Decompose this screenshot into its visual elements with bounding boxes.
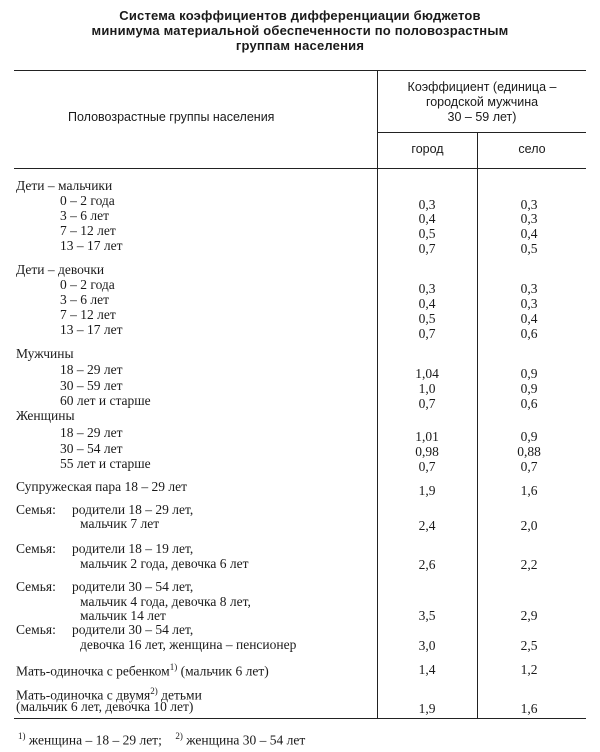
cell-city: 0,5 — [418, 311, 436, 326]
cell-village: 0,88 — [517, 444, 541, 459]
cell-village: 0,4 — [520, 226, 538, 241]
row-label: 30 – 54 лет — [60, 441, 123, 456]
cell-village: 0,6 — [520, 396, 538, 411]
footnote-mark-1: 1) — [18, 731, 26, 741]
row-label: Мать-одиночка с ребенком — [16, 663, 170, 679]
row-family-label: Семья: — [16, 541, 56, 556]
cell-village: 1,6 — [520, 483, 538, 498]
header-village: село — [518, 142, 546, 156]
cell-village: 2,0 — [520, 518, 538, 533]
row-family-line: мальчик 4 года, девочка 8 лет, — [80, 594, 251, 609]
cell-village: 2,2 — [520, 557, 538, 572]
cell-city: 0,3 — [418, 197, 436, 212]
cell-city: 2,4 — [418, 518, 436, 533]
row-label: 7 – 12 лет — [60, 223, 116, 238]
cell-village: 0,3 — [520, 281, 538, 296]
cell-city: 0,4 — [418, 211, 436, 226]
cell-village: 1,6 — [520, 701, 538, 716]
row-family-line: родители 18 – 19 лет, — [72, 541, 194, 556]
cell-city: 2,6 — [418, 557, 436, 572]
row-label: 18 – 29 лет — [60, 362, 123, 377]
row-label: 0 – 2 года — [60, 277, 115, 292]
row-family-label: Семья: — [16, 622, 56, 637]
row-couple: Супружеская пара 18 – 29 лет — [16, 479, 188, 494]
cell-city: 0,5 — [418, 226, 436, 241]
row-label: (мальчик 6 лет, девочка 10 лет) — [16, 699, 194, 714]
cell-village: 2,5 — [520, 638, 538, 653]
title-line-2: минимума материальной обеспеченности по половозрастным — [91, 23, 509, 38]
cell-village: 0,9 — [520, 429, 538, 444]
row-label: 13 – 17 лет — [60, 322, 123, 337]
group-women: Женщины — [16, 408, 75, 423]
footnote-text-2: женщина 30 – 54 лет — [186, 732, 306, 748]
group-men: Мужчины — [16, 346, 74, 361]
cell-city: 1,9 — [418, 701, 436, 716]
cell-city: 1,4 — [418, 662, 436, 677]
column-divider-1 — [377, 70, 378, 718]
row-family-line: родители 30 – 54 лет, — [72, 622, 194, 637]
header-city: город — [411, 142, 444, 156]
row-family-label: Семья: — [16, 502, 56, 517]
group-boys: Дети – мальчики — [16, 178, 113, 193]
cell-city: 0,3 — [418, 281, 436, 296]
table-top-rule — [14, 70, 586, 71]
row-family-line: мальчик 14 лет — [80, 608, 166, 623]
row-label: 0 – 2 года — [60, 193, 115, 208]
cell-village: 2,9 — [520, 608, 538, 623]
row-label: 30 – 59 лет — [60, 378, 123, 393]
cell-city: 0,7 — [418, 459, 436, 474]
header-coefficient — [378, 80, 586, 125]
group-girls: Дети – девочки — [16, 262, 105, 277]
title-line-3: группам населения — [235, 38, 365, 53]
row-label: 7 – 12 лет — [60, 307, 116, 322]
title-line-1: Система коэффициентов дифференциации бюджетов — [119, 8, 481, 23]
cell-city: 1,9 — [418, 483, 436, 498]
column-divider-2 — [477, 132, 478, 718]
row-label: (мальчик 6 лет) — [180, 663, 269, 679]
cell-village: 0,5 — [520, 241, 538, 256]
cell-village: 0,3 — [520, 296, 538, 311]
footnotes — [18, 729, 305, 748]
table-title — [0, 8, 600, 53]
row-label: детьми — [161, 687, 202, 703]
cell-city: 3,5 — [418, 608, 436, 623]
row-family-line: мальчик 2 года, девочка 6 лет — [80, 556, 249, 571]
cell-village: 0,9 — [520, 366, 538, 381]
cell-village: 0,3 — [520, 211, 538, 226]
cell-city: 0,7 — [418, 326, 436, 341]
footnote-text-1: женщина – 18 – 29 лет; — [28, 732, 162, 748]
row-family-line: мальчик 7 лет — [80, 516, 160, 531]
cell-village: 1,2 — [520, 662, 538, 677]
table-bottom-rule — [14, 718, 586, 719]
row-label: 60 лет и старше — [60, 393, 151, 408]
header-coef-line-1: Коэффициент (единица – — [407, 80, 557, 94]
cell-city: 0,98 — [415, 444, 439, 459]
cell-city: 3,0 — [418, 638, 436, 653]
row-label: 55 лет и старше — [60, 456, 151, 471]
row-family-label: Семья: — [16, 579, 56, 594]
footnote-mark-2: 2) — [175, 731, 183, 741]
row-label: 18 – 29 лет — [60, 425, 123, 440]
cell-city: 0,4 — [418, 296, 436, 311]
cell-city: 0,7 — [418, 241, 436, 256]
row-single-mother-1 — [16, 660, 269, 679]
row-label: Мать-одиночка с двумя — [16, 687, 151, 703]
header-coef-line-3: 30 – 59 лет) — [447, 110, 517, 124]
cell-city: 1,0 — [418, 381, 436, 396]
cell-city: 1,04 — [415, 366, 439, 381]
cell-village: 0,3 — [520, 197, 538, 212]
footnote-ref-1: 1) — [169, 662, 178, 672]
cell-city: 1,01 — [415, 429, 439, 444]
row-family-line: родители 18 – 29 лет, — [72, 502, 194, 517]
row-family-line: родители 30 – 54 лет, — [72, 579, 194, 594]
row-label: 3 – 6 лет — [60, 292, 110, 307]
cell-city: 0,7 — [418, 396, 436, 411]
header-sub-rule — [377, 132, 586, 133]
header-groups: Половозрастные группы населения — [68, 110, 275, 124]
cell-village: 0,9 — [520, 381, 538, 396]
header-coef-line-2: городской мужчина — [425, 95, 539, 109]
cell-village: 0,7 — [520, 459, 538, 474]
row-label: 13 – 17 лет — [60, 238, 123, 253]
footnote-ref-2: 2) — [150, 686, 158, 696]
cell-village: 0,6 — [520, 326, 538, 341]
row-label: 3 – 6 лет — [60, 208, 110, 223]
header-bottom-rule — [14, 168, 586, 169]
cell-village: 0,4 — [520, 311, 538, 326]
row-family-line: девочка 16 лет, женщина – пенсионер — [80, 637, 297, 652]
